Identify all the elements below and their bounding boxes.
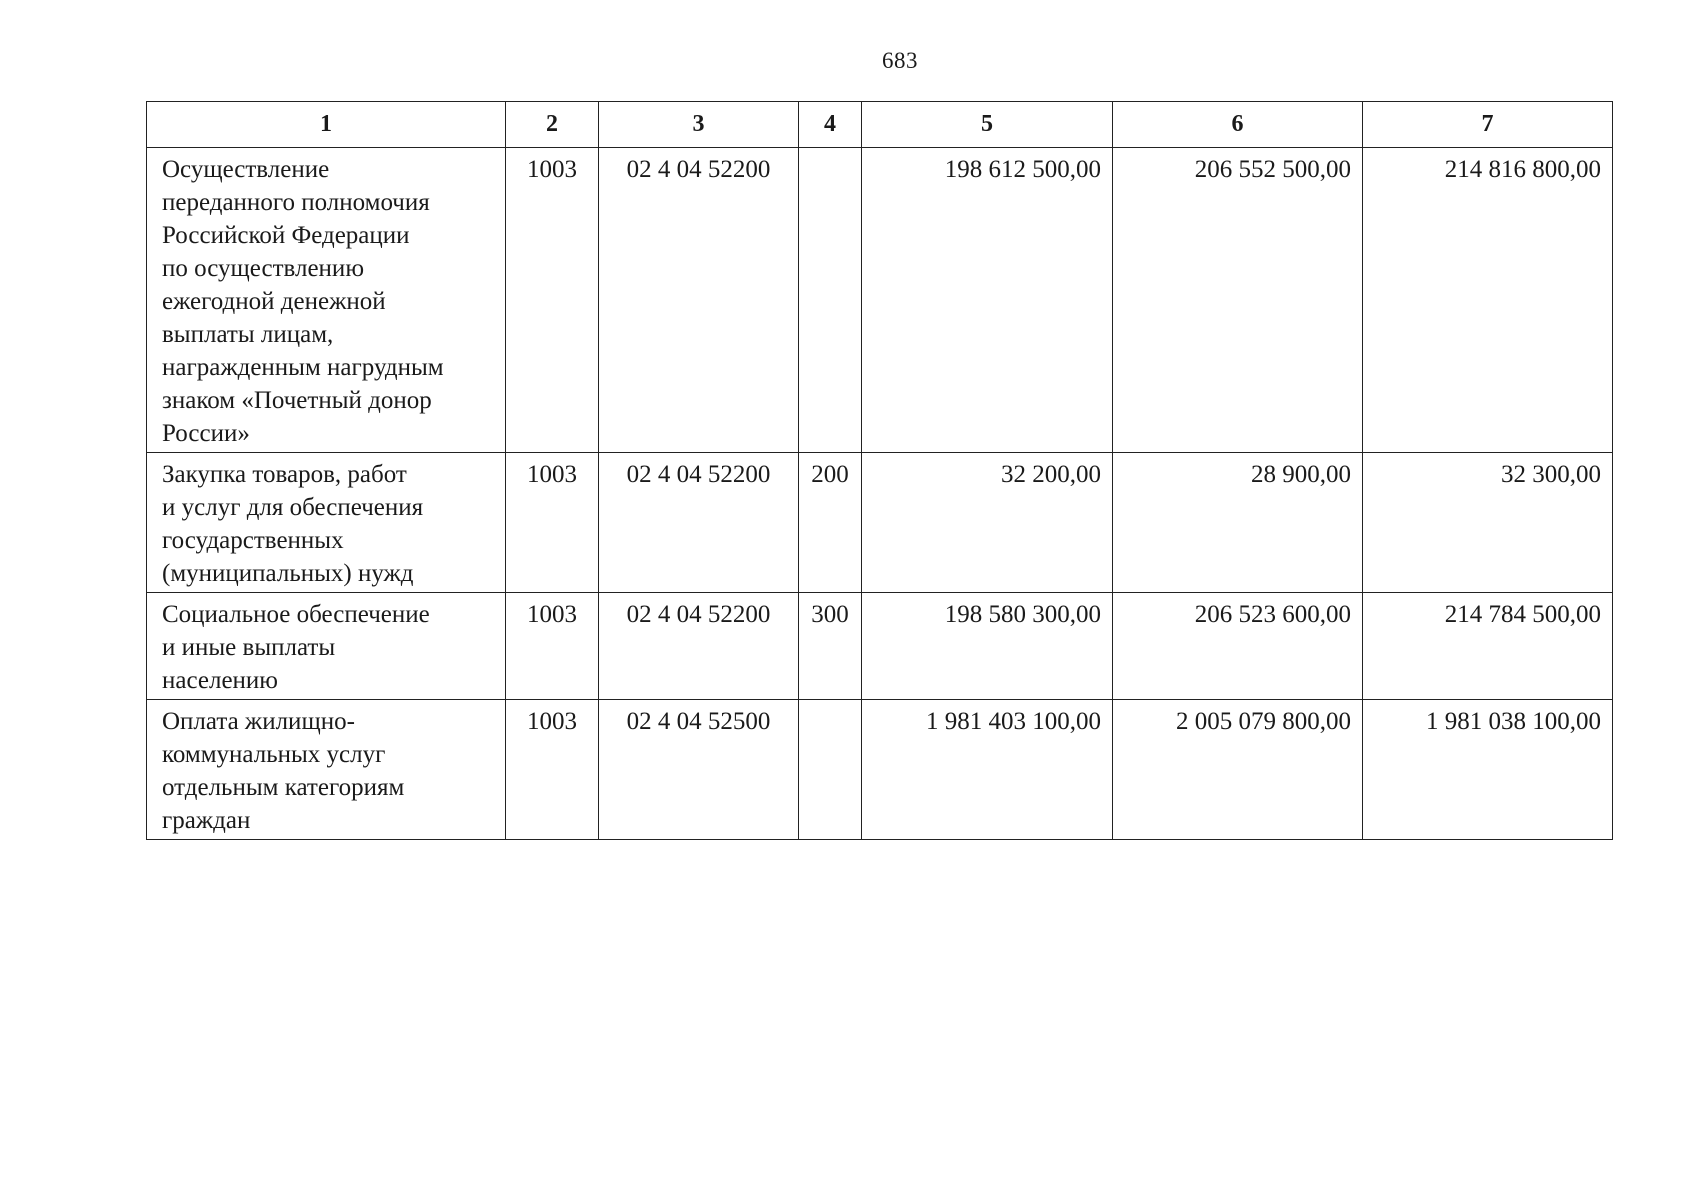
column-header: 7 [1363, 102, 1613, 148]
row-name-line: ежегодной денежной [162, 288, 386, 315]
table-row [147, 453, 1613, 593]
column-header: 5 [862, 102, 1113, 148]
row-name-line: граждан [162, 807, 251, 834]
amount-cell-col6: 206 552 500,00 [1113, 148, 1363, 453]
amount-cell-col7: 214 816 800,00 [1363, 148, 1613, 453]
row-name-line: России» [162, 420, 250, 447]
column-header: 6 [1113, 102, 1363, 148]
row-name-line: государственных [162, 527, 344, 554]
row-name-line: награжденным нагрудным [162, 354, 444, 381]
amount-cell-col5: 32 200,00 [862, 453, 1113, 593]
target-code-cell: 02 4 04 52200 [599, 453, 799, 593]
row-name-line: отдельным категориям [162, 774, 405, 801]
row-name-line: по осуществлению [162, 255, 364, 282]
row-name-line: Социальное обеспечение [162, 601, 430, 628]
row-name-line: Осуществление [162, 156, 330, 183]
target-code-cell: 02 4 04 52200 [599, 148, 799, 453]
row-name-cell [147, 593, 506, 700]
row-name-line: коммунальных услуг [162, 741, 386, 768]
column-header: 1 [147, 102, 506, 148]
amount-cell-col7: 32 300,00 [1363, 453, 1613, 593]
column-header: 4 [799, 102, 862, 148]
amount-cell-col5: 198 612 500,00 [862, 148, 1113, 453]
row-name-line: переданного полномочия [162, 189, 430, 216]
row-name-line: и услуг для обеспечения [162, 494, 424, 521]
amount-cell-col5: 1 981 403 100,00 [862, 700, 1113, 840]
row-name-line: знаком «Почетный донор [162, 387, 432, 414]
row-name-line: (муниципальных) нужд [162, 560, 414, 587]
column-header: 2 [506, 102, 599, 148]
amount-cell-col6: 2 005 079 800,00 [1113, 700, 1363, 840]
row-name-cell [147, 700, 506, 840]
row-name-line: выплаты лицам, [162, 321, 334, 348]
row-name-cell [147, 453, 506, 593]
row-name-line: и иные выплаты [162, 634, 336, 661]
table-header-row [147, 102, 1613, 148]
expense-kind-cell: 200 [799, 453, 862, 593]
section-cell: 1003 [506, 700, 599, 840]
column-header: 3 [599, 102, 799, 148]
amount-cell-col6: 206 523 600,00 [1113, 593, 1363, 700]
table-row [147, 700, 1613, 840]
row-name-line: Российской Федерации [162, 222, 410, 249]
amount-cell-col7: 214 784 500,00 [1363, 593, 1613, 700]
row-name-cell [147, 148, 506, 453]
table-row [147, 593, 1613, 700]
table-row [147, 148, 1613, 453]
amount-cell-col5: 198 580 300,00 [862, 593, 1113, 700]
section-cell: 1003 [506, 593, 599, 700]
expense-kind-cell: 300 [799, 593, 862, 700]
section-cell: 1003 [506, 453, 599, 593]
amount-cell-col7: 1 981 038 100,00 [1363, 700, 1613, 840]
target-code-cell: 02 4 04 52200 [599, 593, 799, 700]
row-name-line: Закупка товаров, работ [162, 461, 407, 488]
expense-kind-cell [799, 148, 862, 453]
section-cell: 1003 [506, 148, 599, 453]
amount-cell-col6: 28 900,00 [1113, 453, 1363, 593]
budget-table [146, 101, 1613, 840]
page-number: 683 [882, 48, 918, 73]
expense-kind-cell [799, 700, 862, 840]
target-code-cell: 02 4 04 52500 [599, 700, 799, 840]
row-name-line: населению [162, 667, 278, 694]
row-name-line: Оплата жилищно- [162, 708, 355, 735]
